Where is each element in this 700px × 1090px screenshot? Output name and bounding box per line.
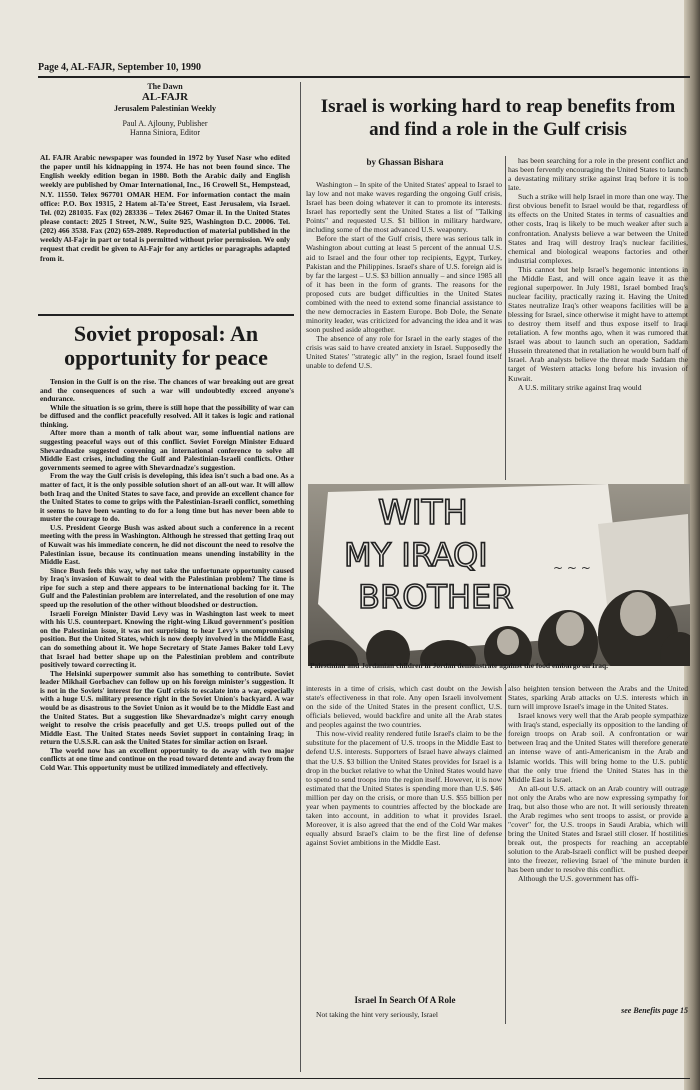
article-byline: by Ghassan Bishara — [366, 157, 444, 167]
editorial-paragraph: Tension in the Gulf is on the rise. The chances of war breaking out are great and the consequences of such a war will undoubtedly exceed anyone's endurance. — [40, 378, 294, 404]
editorial-paragraph: The Helsinki superpower summit also has something to contribute. Soviet leader Mikhail Gorbachev can follow up on his foreign minister's suggestion. It is not in the Soviets' interest for the Gulf crisis to escalate into a war, especially with a huge U.S. military presence right in the Soviet Union's backyard. A war would be as disastrous to the Soviet Union as it would be to the Middle East and the United States. But a suggestion like Shevardnadze's might carry enough weight to resolve the crisis peacefully and get U.S. troops pulled out of the Middle East. The United States needs Soviet support in containing Iraq; in return the U.S.S.R. can ask the United States for similar action on Israel. — [40, 668, 294, 747]
page-folio: Page 4, AL-FAJR, September 10, 1990 — [38, 62, 201, 73]
sign-line-3: BROTHER — [358, 578, 514, 616]
bottom-rule — [38, 1078, 690, 1079]
masthead-title: AL-FAJR — [141, 91, 189, 104]
protest-photo — [308, 484, 690, 666]
masthead-publisher: Paul A. Ajlouny, Publisher — [122, 119, 208, 129]
column-divider — [505, 684, 506, 1024]
masthead-subtitle: Jerusalem Palestinian Weekly — [113, 103, 217, 113]
article-headline: Israel is working hard to reap benefits from and find a role in the Gulf crisis — [320, 96, 676, 140]
photo-caption: Palestinian and Jordanian children in Jordan demonstrate against the food embargo on Iraq. — [310, 661, 609, 670]
sign-line-1: WITH — [378, 493, 468, 533]
masthead-rule — [38, 314, 294, 316]
masthead-the-dawn: The Dawn — [147, 82, 183, 91]
article-paragraph: Before the start of the Gulf crisis, there was serious talk in Washington about cutting at least 5 percent of the annual U.S. aid to Israel and the four other top recipients, Egypt, Turkey, Pakistan and the Philippines. Israel's share of U.S. foreign aid is by far the largest – U.S. $3 billion annually – and since 1985 all of it has been in the form of grants. The reasons for the proposed cuts are budget difficulties in the United States combined with the need to extend some financial assistance to the new democracies in Eastern Europe. Bob Dole, the Senate minority leader, was criticized for advancing the idea and it was soon pushed aside altogether. — [306, 234, 502, 334]
article-column-3-continued — [306, 1010, 502, 1024]
article-paragraph: This now-vivid reality rendered futile Israel's claim to be the substitute for the placement of U.S. troops in the Middle East to defend U.S. interests. Supporters of Israel have always claimed that the U.S. $3 billion the United States provides for Israel is a drop in the bucket relative to what the United States would have to spend to send troops into the region itself. However, it is now estimated that the United States is spending more than U.S. $46 million per day on the crisis, or more than U.S. $55 billion per year when payments to countries affected by the blockade are taken into account, in addition to what it provides Israel. Moreover, it is also agreed that the end of the Cold War makes equally absurd Israel's claim to be the first line of defense against Soviet ambitions in the Middle East. — [306, 729, 502, 848]
masthead — [40, 82, 290, 137]
article-paragraph: The absence of any role for Israel in the early stages of the crisis was said to have created anxiety in Israel. Supposedly the United States' "strategic ally" in the region, Israel found itself unable to defend U.S. — [306, 334, 502, 371]
article-column-4 — [508, 684, 688, 1002]
editorial-paragraph: Since Bush feels this way, why not take the unfortunate opportunity caused by Iraq's invasion of Kuwait to deal with the Palestinian problem? The time is ripe for such a step and there appears to be international backing for it. The Gulf and the Palestinian problem are interrelated, and the resolution of one may speed up the resolution of the other without bloodshed or destruction. — [40, 565, 294, 610]
editorial-paragraph: After more than a month of talk about war, some influential nations are suggesting peaceful ways out of this conflict. Soviet Foreign Minister Eduard Shevardnadze suggested convening an international conference to solve all Middle East crises, including the Gulf and Palestinian-Israeli conflicts. Other governments seemed to agree with Shevardnadze's suggestion. — [40, 428, 294, 472]
arabic-sign-marks: ~ ~ ~ — [553, 561, 591, 575]
article-subhead: Israel In Search Of A Role — [354, 995, 456, 1005]
article-paragraph: Not taking the hint very seriously, Israel — [316, 1010, 439, 1019]
editorial-body — [40, 378, 294, 1078]
article-paragraph: An all-out U.S. attack on an Arab country will outrage not only the Arabs who are now expressing sympathy for Iraq, but also those who are not. It will seriously threaten the Arab regimes who sent troops to assist, or provide a "cover" for, the U.S. troops in Saudi Arabia, which will bring the United States and Israel still closer. If hostilities break out, the prospects for reaching an acceptable solution to the Arab-Israeli conflict will be pushed deeper into the freezer, relieving Israel of 'the minute burden it has been under to resolve this conflict. — [508, 783, 688, 875]
article-paragraph: Israel knows very well that the Arab people sympathize with Iraq's stand, especially its opposition to the landing of foreign troops on Arab soil. A confrontation or war between Iraq and the United States will therefore generate an intense wave of anti-Americanism in the Arab and Islamic worlds. This will bring home to the U.S. public that the only true friend the United States has in the Middle East is Israel. — [508, 711, 688, 784]
article-paragraph: also heighten tension between the Arabs and the United States, sparking Arab attacks on U.S. interests which in turn will improve Israel's image in the United States. — [508, 684, 688, 712]
editorial-headline: Soviet proposal: An opportunity for peace — [64, 321, 268, 370]
article-paragraph: Washington – In spite of the United States' appeal to Israel to lay low and not make waves regarding the ongoing Gulf crisis, Israel has been doing whatever it can to promote its interests. Israel has reportedly sent the United States a list of "Talking Points" and requested U.S. $1 billion in military hardware, including some of the most advanced U.S. weaponry. — [306, 180, 502, 235]
article-paragraph: A U.S. military strike against Iraq would — [518, 382, 642, 392]
jump-line: see Benefits page 15 — [621, 1006, 688, 1015]
editorial-paragraph: Israeli Foreign Minister David Levy was in Washington last week to meet with his U.S. counterpart. Knowing the right-wing Likud government's position on the Palestinian issue, it was not surprising to hear Levy's uncompromising position. But the United States, which is now deeply involved in the Middle East, can do something about it. We hope Secretary of State James Baker told Levy that Israel had better shape up on the Palestinian problem and contribute positively toward correcting it. — [40, 608, 294, 670]
article-paragraph: interests in a time of crisis, which cast doubt on the Jewish state's effectiveness in that role. Any open Israeli involvement on the side of the United States in the present conflict, U.S. officials believed, would backfire and unite all the Arab states and peoples against the two countries. — [306, 684, 502, 730]
column-divider — [300, 82, 301, 1072]
article-paragraph: Such a strike will help Israel in more than one way. The first obvious benefit to Israel would be that, regardless of its effects on the United States in terms of casualties and other costs, Iraq is likely to be much weaker after such a confrontation. Analysts believe a war between the United States and Iraq will destroy Iraq's nuclear facilities, chemical and biological weapons factories and other industrial complexes. — [508, 192, 688, 265]
about-paragraph: AL FAJR Arabic newspaper was founded in 1972 by Yusef Nasr who edited the paper until his kidnapping in 1974. He has not been found since. The English weekly edition began in 1980. Both the Arabic daily and English weekly are published by Omar International, Inc., 16 Crowell St., Hempstead, N.Y. 11550. Telex 967701 OMAR HEM. For information contact the main office: P.O. Box 19315, 2 Hatem al-Ta'ee Street, East Jerusalem, via Israel. Tel. (02) 281035. Fax (02) 283336 – Telex 26467 Omar il. In the United States please contact: 2025 I Street, N.W., Suite 925, Washington D.C. 20006. Tel. (202) 466 3538. Fax (202) 659-2089. Reproduction of material published in the weekly Al-Fajr in part or total is permitted without prior permission. We only request that credit be given to Al-Fajr for any articles or paragraphs adapted from it. — [40, 153, 290, 263]
masthead-editor: Hanna Siniora, Editor — [130, 128, 200, 138]
article-paragraph: has been searching for a role in the present conflict and has been fervently encouraging the United States to launch a devastating military strike against Iraq before it is too late. — [508, 156, 688, 193]
article-paragraph: This cannot but help Israel's hegemonic intentions in the Middle East, and will once again leave it as the regional superpower. In July 1981, Israel bombed Iraq's nuclear facility, practically razing it. Having the United States neutralize Iraq's other weapons facilities will be a blessing for Israel, since otherwise it might have to attempt to destroy them itself and thus expose itself to Iraqi retaliation. A few months ago, when it was rumored that Israel was about to launch such an operation, Saddam Hussein threatened that in retaliation he would burn half of Israel. Arab analysts believe the threat made Saddam the target of Western attacks long before his invasion of Kuwait. — [508, 264, 688, 383]
article-column-1 — [306, 180, 502, 480]
article-column-3 — [306, 684, 502, 990]
top-rule — [38, 76, 690, 78]
column-divider — [505, 156, 506, 480]
sign-line-2: MY IRAQI — [344, 536, 488, 574]
editorial-paragraph: U.S. President George Bush was asked about such a conference in a recent meeting with the press in Washington. Although he stressed that getting Iraq out of Kuwait was his immediate concern, he did not discount the need to resolve the Palestinian issue, because its continuation means unending instability in the Middle East. — [40, 522, 294, 567]
editorial-paragraph: While the situation is so grim, there is still hope that the possibility of war can be diffused and the conflict peacefully resolved. All it takes is logic and rational thinking. — [40, 402, 294, 429]
editorial-paragraph: The world now has an excellent opportunity to do away with two major conflicts at one time and continue on the road toward detente and away from the Cold War. This opportunity must be utilized immediately and effectively. — [40, 745, 294, 773]
article-column-2 — [508, 156, 688, 480]
editorial-paragraph: From the way the Gulf crisis is developing, this idea isn't such a bad one. As a matter of fact, it is the only possible solution short of an all-out war. It will allow both Iraq and the United States to save face, and provide an excellent chance for the United States to come to grips with the Palestinian-Israeli conflict, something it seems to have been wanting to do for a long time but has never been able to muster the courage to do. — [40, 471, 294, 524]
article-paragraph: Although the U.S. government has offi- — [518, 874, 639, 884]
